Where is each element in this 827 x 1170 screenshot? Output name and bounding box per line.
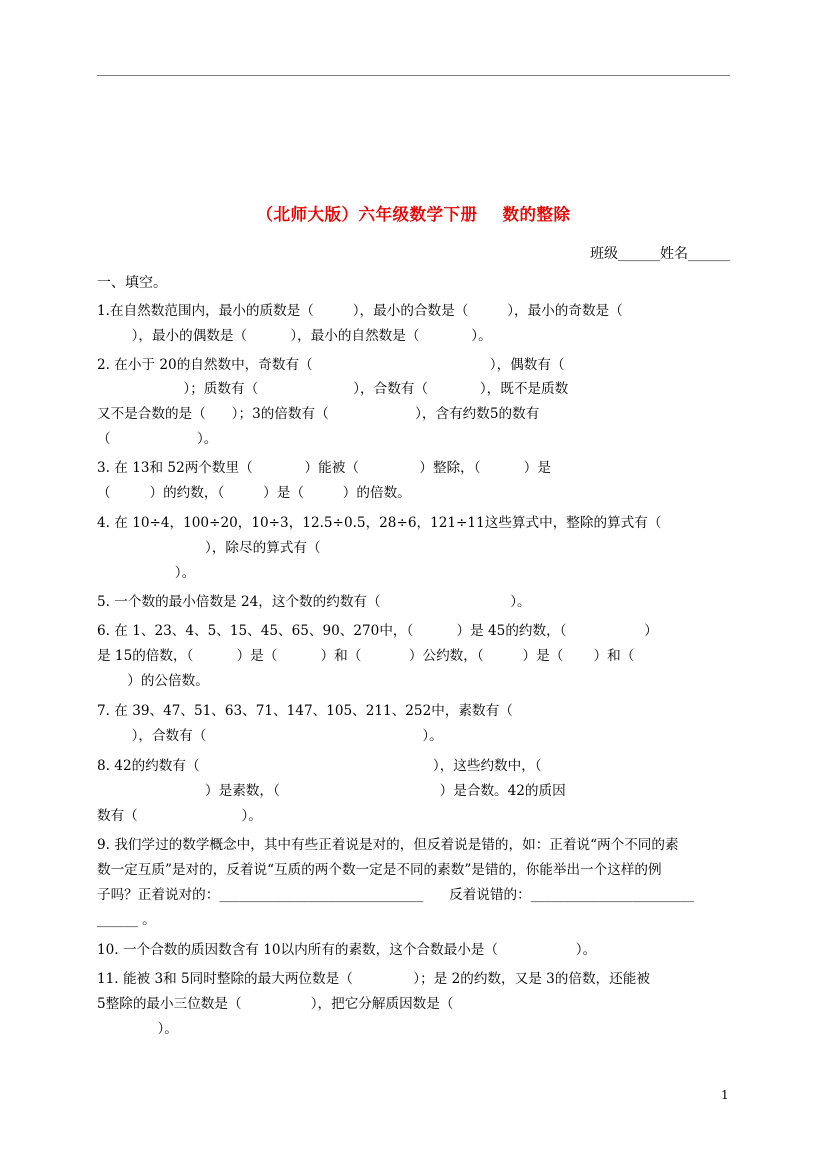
q1-line-1: 1.在自然数范围内，最小的质数是（ ），最小的合数是（ ），最小的奇数是（ — [97, 303, 623, 319]
q6-line-1: 6. 在 1、23、4、5、15、45、65、90、270中，（ ）是 45的约数，（ ） — [97, 623, 658, 639]
q2-line-4: （ ）。 — [97, 431, 218, 447]
q9-line-3: 子吗？正着说对的：______________________________ 反着说错的：________________________ — [97, 887, 694, 903]
q4-line-3: ）。 — [97, 565, 196, 581]
q8-line-2: ）是素数，（ ）是合数。42的质因 — [97, 783, 566, 799]
q11-line-3: ）。 — [97, 1021, 178, 1037]
q2-line-1: 2. 在小于 20的自然数中，奇数有（ ），偶数有（ — [97, 357, 565, 373]
q7-line-1: 7. 在 39、47、51、63、71、147、105、211、252中，素数有（ — [97, 703, 513, 719]
q7-line-2: ），合数有（ ）。 — [97, 728, 443, 744]
q8-line-3: 数有（ ）。 — [97, 808, 262, 824]
q4-line-2: ），除尽的算式有（ — [97, 540, 321, 556]
q2-line-3: 又不是合数的是（ ）；3的倍数有（ ），含有约数5的数有 — [97, 406, 540, 422]
page-number: 1 — [721, 1088, 729, 1102]
q3-line-1: 3. 在 13和 52两个数里（ ）能被（ ）整除，（ ）是 — [97, 460, 551, 476]
q8-line-1: 8. 42的约数有（ ），这些约数中，（ — [97, 758, 542, 774]
section-heading: 一、填空。 — [97, 275, 167, 291]
header-rule — [97, 75, 730, 76]
q9-line-1: 9. 我们学过的数学概念中，其中有些正着说是对的，但反着说是错的，如：正着说“两个不同的素 — [97, 837, 679, 853]
q1-line-2: ），最小的偶数是（ ），最小的自然数是（ ）。 — [97, 328, 492, 344]
q9-line-4: ______ 。 — [97, 912, 156, 928]
q2-line-2: ）；质数有（ ），合数有（ ），既不是质数 — [97, 381, 569, 397]
q10-line-1: 10. 一个合数的质因数含有 10以内所有的素数，这个合数最小是（ ）。 — [97, 942, 597, 958]
q5-line-1: 5. 一个数的最小倍数是 24，这个数的约数有（ ）。 — [97, 594, 531, 610]
q9-line-2: 数一定互质”是对的，反着说“互质的两个数一定是不同的素数”是错的，你能举出一个这样的例 — [97, 862, 662, 878]
page-title: （北师大版）六年级数学下册 数的整除 — [256, 205, 571, 224]
q6-line-3: ）的公倍数。 — [97, 673, 209, 689]
class-name-line: 班级______姓名______ — [590, 246, 730, 262]
q11-line-1: 11. 能被 3和 5同时整除的最大两位数是（ ）；是 2的约数，又是 3的倍数，还能被 — [97, 971, 650, 987]
q6-line-2: 是 15的倍数，（ ）是（ ）和（ ）公约数，（ ）是（ ）和（ — [97, 648, 635, 664]
q4-line-1: 4. 在 10÷4，100÷20，10÷3，12.5÷0.5，28÷6，121÷11这些算式中，整除的算式有（ — [97, 515, 662, 531]
q3-line-2: （ ）的约数，（ ）是（ ）的倍数。 — [97, 485, 411, 501]
q11-line-2: 5整除的最小三位数是（ ），把它分解质因数是（ — [97, 996, 454, 1012]
